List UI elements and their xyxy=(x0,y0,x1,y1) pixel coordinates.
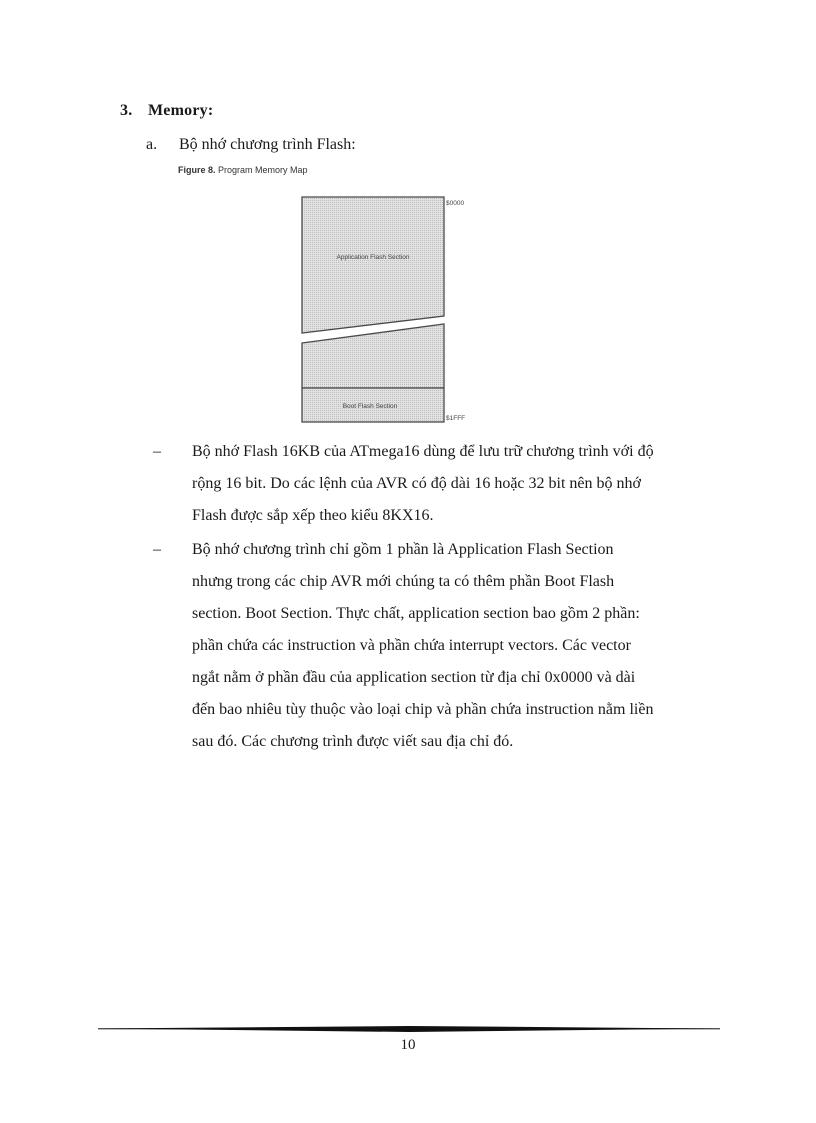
application-flash-section-label: Application Flash Section xyxy=(336,254,410,261)
bullet-line: nhưng trong các chip AVR mới chúng ta có thêm phần Boot Flash xyxy=(192,573,615,590)
bullet-line: phần chứa các instruction và phần chứa interrupt vectors. Các vector xyxy=(192,637,631,654)
subsection-heading xyxy=(146,136,356,154)
bullet-line: rộng 16 bit. Do các lệnh của AVR có độ dài 16 hoặc 32 bit nên bộ nhớ xyxy=(192,475,641,492)
bullet-line: ngắt nằm ở phần đầu của application section từ địa chỉ 0x0000 và dài xyxy=(192,669,636,686)
section-number: 3. xyxy=(120,102,133,119)
application-flash-section-block xyxy=(302,197,444,333)
figure-caption xyxy=(178,165,308,175)
bullet-line: đến bao nhiêu tùy thuộc vào loại chip và phần chứa instruction nằm liền xyxy=(192,701,654,718)
bullet-line: sau đó. Các chương trình được viết sau địa chỉ đó. xyxy=(192,733,514,750)
start-address-label: $0000 xyxy=(446,200,465,207)
bullet-line: section. Boot Section. Thực chất, application section bao gồm 2 phần: xyxy=(192,605,640,622)
bullet-dash: – xyxy=(153,541,161,558)
subsection-title: Bộ nhớ chương trình Flash: xyxy=(179,136,356,153)
section-heading xyxy=(120,102,213,120)
end-address-label: $1FFF xyxy=(446,415,466,422)
program-memory-map-diagram xyxy=(290,192,480,427)
bullet-dash: – xyxy=(153,443,161,460)
section-title: Memory: xyxy=(148,102,214,119)
boot-flash-section-label: Boot Flash Section xyxy=(342,403,398,410)
subsection-letter: a. xyxy=(146,136,158,153)
lower-application-flash-block xyxy=(302,324,444,388)
bullet-line: Bộ nhớ chương trình chỉ gồm 1 phần là Application Flash Section xyxy=(192,541,614,558)
figure-caption-text: Program Memory Map xyxy=(218,165,308,175)
figure-caption-label: Figure 8. xyxy=(178,165,216,175)
footer-rule xyxy=(98,1026,720,1032)
page-number: 10 xyxy=(400,1037,416,1053)
bullet-line: Flash được sắp xếp theo kiểu 8KX16. xyxy=(192,507,434,524)
bullet-item xyxy=(150,436,710,532)
bullet-line: Bộ nhớ Flash 16KB của ATmega16 dùng để lưu trữ chương trình với độ xyxy=(192,443,654,460)
bullet-list xyxy=(150,436,710,760)
bullet-item xyxy=(150,534,710,758)
